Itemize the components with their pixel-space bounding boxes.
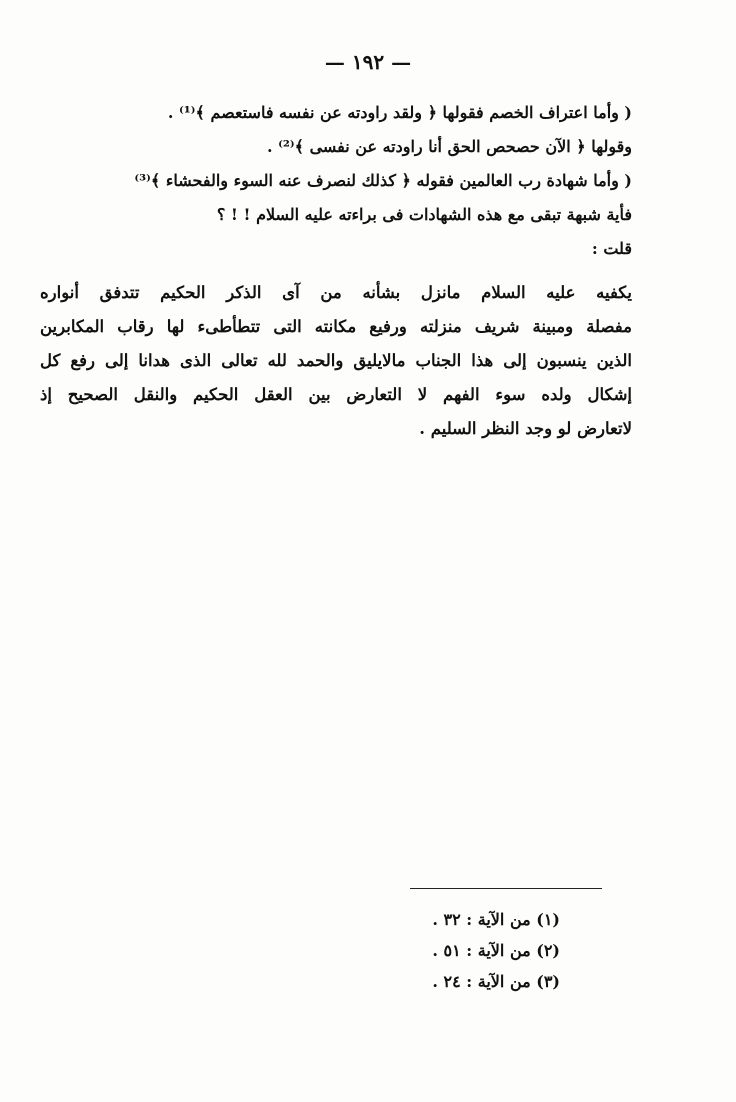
page-number: — ١٩٢ — xyxy=(324,50,412,74)
paragraph-line: إشكال ولده سوء الفهم لا التعارض بين العقل الحكيم والنقل الصحيح إذ xyxy=(40,385,632,404)
quote-line: وقولها ﴿ الآن حصحص الحق أنا راودته عن نفسى ﴾⁽²⁾ . xyxy=(266,137,632,156)
footnote-divider xyxy=(410,888,602,889)
quote-line: ( وأما شهادة رب العالمين فقوله ﴿ كذلك لنصرف عنه السوء والفحشاء ﴾⁽³⁾ xyxy=(134,171,632,190)
main-paragraph xyxy=(40,276,632,446)
footnote: (١) من الآية : ٣٢ . xyxy=(432,910,560,929)
quote-block xyxy=(40,96,632,266)
footnotes xyxy=(380,904,560,997)
quote-line: ( وأما اعتراف الخصم فقولها ﴿ ولقد راودته عن نفسه فاستعصم ﴾⁽¹⁾ . xyxy=(167,103,632,122)
paragraph-line: الذين ينسبون إلى هذا الجناب مالايليق والحمد لله تعالى الذى هدانا إلى رفع كل xyxy=(40,351,632,370)
paragraph-line: مفصلة ومبينة شريف منزلته ورفيع مكانته التى تتطأطىء لها رقاب المكابرين xyxy=(40,317,632,336)
footnote: (٣) من الآية : ٢٤ . xyxy=(432,972,560,991)
paragraph-line: يكفيه عليه السلام مانزل بشأنه من آى الذكر الحكيم تتدفق أنواره xyxy=(40,283,632,302)
section-label: قلت : xyxy=(591,239,632,258)
footnote: (٢) من الآية : ٥١ . xyxy=(432,941,560,960)
paragraph-line: لاتعارض لو وجد النظر السليم . xyxy=(419,419,632,438)
quote-line: فأية شبهة تبقى مع هذه الشهادات فى براءته عليه السلام ! ! ؟ xyxy=(216,205,632,224)
